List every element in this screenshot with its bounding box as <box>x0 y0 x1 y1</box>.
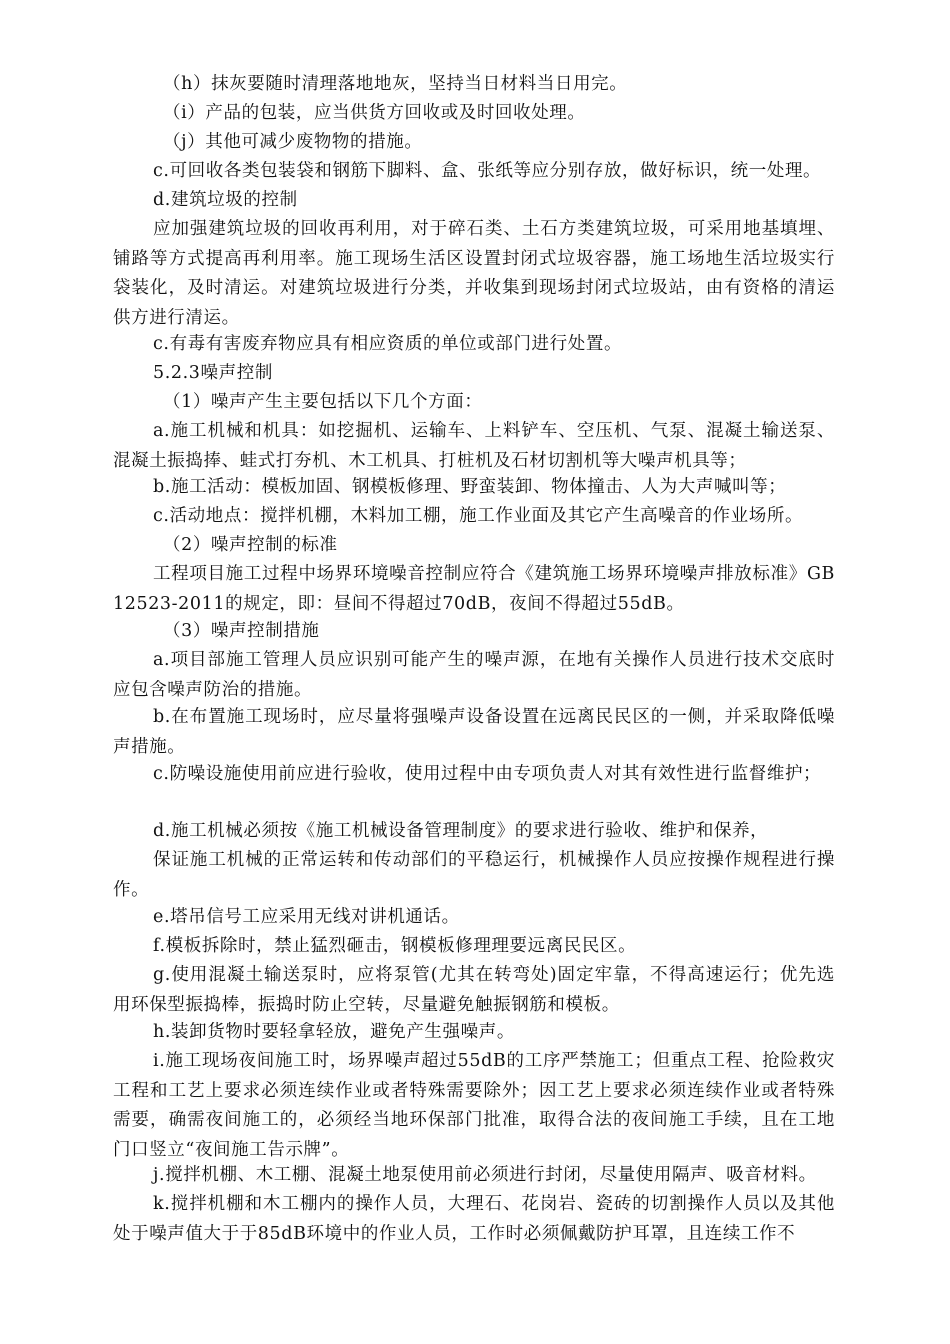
paragraph-measure-h: h.装卸货物时要轻拿轻放，避免产生强噪声。 <box>153 1022 515 1042</box>
paragraph-measure-k: k.搅拌机棚和木工棚内的操作人员，大理石、花岗岩、瓷砖的切割操作人员以及其他处于噪声值大于于85dB环境中的作业人员，工作时必须佩戴防护耳罩，且连续工作不 <box>113 1194 835 1244</box>
paragraph-machinery: a.施工机械和机具：如挖掘机、运输车、上料铲车、空压机、气泵、混凝土输送泵、混凝土振捣捧、蛙式打夯机、木工机具、打桩机及石材切割机等大噪声机具等； <box>113 421 835 471</box>
paragraph-measure-b: b.在布置施工现场时，应尽量将强噪声设备设置在远离民民区的一侧，并采取降低噪声措施。 <box>113 707 835 757</box>
paragraph-measure-f: f.模板拆除时，禁止猛烈砸击，钢模板修理理要远离民民区。 <box>153 936 637 956</box>
paragraph-i: （i）产品的包装，应当供货方回收或及时回收处理。 <box>163 103 586 123</box>
section-heading-noise-control: 5.2.3噪声控制 <box>153 363 273 383</box>
paragraph-hazardous-waste: c.有毒有害废弃物应具有相应资质的单位或部门进行处置。 <box>153 334 623 354</box>
paragraph-measure-d: d.施工机械必须按《施工机械设备管理制度》的要求进行验收、维护和保养， <box>153 821 769 841</box>
paragraph-construction-waste: 应加强建筑垃圾的回收再利用，对于碎石类、土石方类建筑垃圾，可采用地基填埋、铺路等方式提高再利用率。施工现场生活区设置封闭式垃圾容器，施工场地生活垃圾实行袋装化，及时清运。对建筑垃圾进行分类，并收集到现场封闭式垃圾站，由有资格的清运供方进行清运。 <box>113 219 835 328</box>
paragraph-h: （h）抹灰要随时清理落地地灰，坚持当日材料当日用完。 <box>163 74 628 94</box>
paragraph-locations: c.活动地点：搅拌机棚，木料加工棚，施工作业面及其它产生高噪音的作业场所。 <box>153 506 804 526</box>
paragraph-measure-d-cont: 保证施工机械的正常运转和传动部们的平稳运行，机械操作人员应按操作规程进行操作。 <box>113 850 835 900</box>
subheading-noise-standard: （2）噪声控制的标准 <box>163 535 338 555</box>
paragraph-noise-standard: 工程项目施工过程中场界环境噪音控制应符合《建筑施工场界环境噪声排放标准》GB12523-2011的规定，即：昼间不得超过70dB，夜间不得超过55dB。 <box>113 564 835 614</box>
paragraph-measure-j: j.搅拌机棚、木工棚、混凝土地泵使用前必须进行封闭，尽量使用隔声、吸音材料。 <box>153 1165 817 1185</box>
paragraph-measure-e: e.塔吊信号工应采用无线对讲机通话。 <box>153 907 460 927</box>
paragraph-measure-g: g.使用混凝土输送泵时，应将泵管(尤其在转弯处)固定牢靠，不得高速运行；优先选用环保型振捣棒，振捣时防止空转，尽量避免触振钢筋和模板。 <box>113 965 835 1015</box>
paragraph-measure-a: a.项目部施工管理人员应识别可能产生的噪声源，在地有关操作人员进行技术交底时应包含噪声防治的措施。 <box>113 650 835 700</box>
paragraph-measure-i: i.施工现场夜间施工时，场界噪声超过55dB的工序严禁施工；但重点工程、抢险救灾工程和工艺上要求必须连续作业或者特殊需要除外；因工艺上要求必须连续作业或者特殊需要，确需夜间施工的，必须经当地环保部门批准，取得合法的夜间施工手续，且在工地门口竖立“夜间施工告示牌”。 <box>113 1051 835 1160</box>
paragraph-j: （j）其他可减少废物物的措施。 <box>163 132 423 152</box>
subheading-noise-sources: （1）噪声产生主要包括以下几个方面： <box>163 392 483 412</box>
paragraph-activities: b.施工活动：模板加固、钢模板修理、野蛮装卸、物体撞击、人为大声喊叫等； <box>153 477 787 497</box>
paragraph-recyclables: c.可回收各类包装袋和钢筋下脚料、盒、张纸等应分别存放，做好标识，统一处理。 <box>153 161 822 181</box>
subheading-noise-measures: （3）噪声控制措施 <box>163 621 320 641</box>
paragraph-measure-c: c.防噪设施使用前应进行验收，使用过程中由专项负责人对其有效性进行监督维护； <box>153 764 822 784</box>
heading-construction-waste: d.建筑垃圾的控制 <box>153 190 298 210</box>
